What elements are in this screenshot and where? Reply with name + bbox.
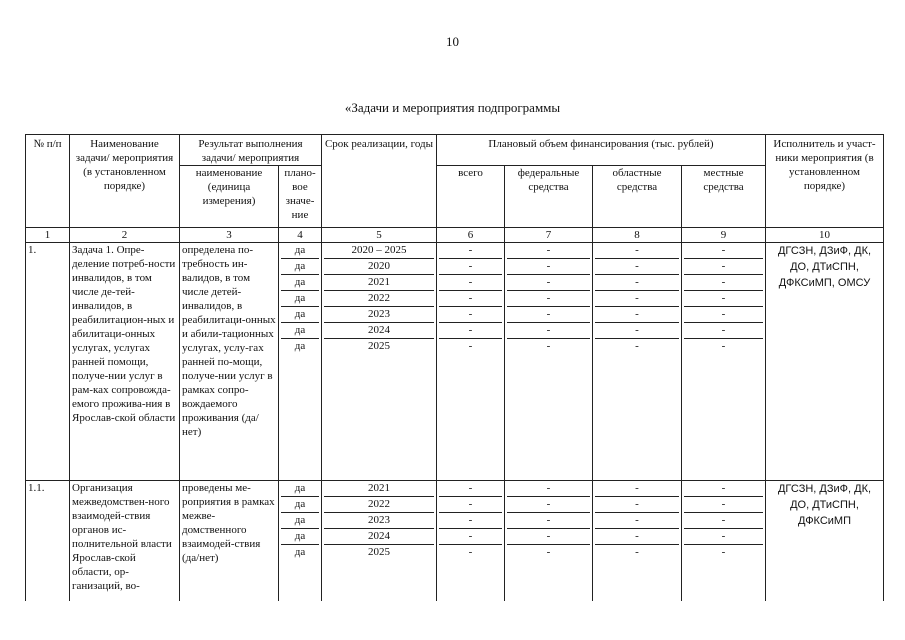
column-number-row bbox=[26, 228, 884, 243]
planned-value: да bbox=[281, 291, 319, 307]
planned-value: да bbox=[281, 513, 319, 529]
column-number: 4 bbox=[279, 228, 322, 243]
federal-value: - bbox=[546, 546, 551, 558]
planned-value: да bbox=[281, 243, 319, 259]
planned-value: да bbox=[281, 259, 319, 275]
period: 2021 bbox=[324, 275, 434, 291]
tasks-table bbox=[25, 134, 884, 601]
total-value: - bbox=[439, 259, 502, 275]
local-funds bbox=[682, 243, 766, 481]
header-total: всего bbox=[437, 166, 505, 228]
total-value: - bbox=[439, 481, 502, 497]
periods bbox=[322, 243, 437, 481]
regional-value: - bbox=[635, 340, 639, 352]
local-value: - bbox=[684, 513, 763, 529]
totals bbox=[437, 243, 505, 481]
planned-value: да bbox=[281, 481, 319, 497]
period: 2022 bbox=[324, 291, 434, 307]
header-number: № п/п bbox=[26, 135, 70, 228]
total-value: - bbox=[439, 529, 502, 545]
local-value: - bbox=[684, 481, 763, 497]
federal-value: - bbox=[507, 307, 590, 323]
local-value: - bbox=[684, 529, 763, 545]
federal-value: - bbox=[507, 323, 590, 339]
column-number: 8 bbox=[593, 228, 682, 243]
planned-values bbox=[279, 481, 322, 601]
regional-funds bbox=[593, 481, 682, 601]
column-number: 9 bbox=[682, 228, 766, 243]
federal-value: - bbox=[507, 243, 590, 259]
federal-value: - bbox=[507, 291, 590, 307]
total-value: - bbox=[468, 546, 473, 558]
periods bbox=[322, 481, 437, 601]
document-title: «Задачи и мероприятия подпрограммы bbox=[344, 100, 561, 115]
local-value: - bbox=[721, 546, 726, 558]
local-value: - bbox=[684, 307, 763, 323]
header-local: местные средства bbox=[682, 166, 766, 228]
federal-value: - bbox=[507, 275, 590, 291]
period: 2025 bbox=[368, 340, 390, 352]
local-value: - bbox=[684, 259, 763, 275]
header-row-1 bbox=[26, 135, 884, 166]
planned-value: да bbox=[281, 323, 319, 339]
regional-value: - bbox=[595, 323, 679, 339]
column-number: 2 bbox=[70, 228, 180, 243]
total-value: - bbox=[439, 307, 502, 323]
local-funds bbox=[682, 481, 766, 601]
page-number: 10 bbox=[446, 34, 459, 49]
local-value: - bbox=[684, 243, 763, 259]
federal-value: - bbox=[546, 340, 551, 352]
planned-value: да bbox=[281, 529, 319, 545]
header-federal: федеральные средства bbox=[505, 166, 593, 228]
table-row-task-1 bbox=[26, 243, 884, 481]
federal-value: - bbox=[507, 497, 590, 513]
local-value: - bbox=[684, 497, 763, 513]
executors: ДГСЗН, ДЗиФ, ДК, ДО, ДТиСПН, ДФКСиМП, ОМСУ bbox=[766, 243, 884, 481]
period: 2023 bbox=[324, 513, 434, 529]
regional-value: - bbox=[595, 307, 679, 323]
result-name: проведены ме-роприятия в рамках межве-домственного взаимодей-ствия (да/нет) bbox=[180, 481, 279, 601]
planned-value: да bbox=[281, 497, 319, 513]
period: 2023 bbox=[324, 307, 434, 323]
planned-value: да bbox=[281, 307, 319, 323]
regional-value: - bbox=[595, 497, 679, 513]
header-period: Срок реализации, годы bbox=[322, 135, 437, 228]
header-executors: Исполнитель и участ-ники мероприятия (в установленном порядке) bbox=[766, 135, 884, 228]
regional-value: - bbox=[595, 291, 679, 307]
period: 2020 bbox=[324, 259, 434, 275]
header-finance-group: Плановый объем финансирования (тыс. рублей) bbox=[437, 135, 766, 166]
column-number: 1 bbox=[26, 228, 70, 243]
regional-value: - bbox=[595, 513, 679, 529]
federal-value: - bbox=[507, 513, 590, 529]
task-name: Организация межведомствен-ного взаимодей-ствия органов ис-полнительной власти Ярослав-ской области, ор-ганизаций, во- bbox=[70, 481, 180, 601]
total-value: - bbox=[439, 275, 502, 291]
period: 2020 – 2025 bbox=[324, 243, 434, 259]
regional-funds bbox=[593, 243, 682, 481]
task-name: Задача 1. Опре-деление потреб-ности инвалидов, в том числе де-тей-инвалидов, в реабилитацион-ных и абилитаци-онных услугах, услугах ранней помощи, получе-нии услуг в рам-ках сопровожда-емого прожива-ния в Ярослав-ской области bbox=[70, 243, 180, 481]
total-value: - bbox=[468, 340, 473, 352]
column-number: 10 bbox=[766, 228, 884, 243]
executors: ДГСЗН, ДЗиФ, ДК, ДО, ДТиСПН, ДФКСиМП bbox=[766, 481, 884, 601]
column-number: 3 bbox=[180, 228, 279, 243]
header-result-group: Результат выполнения задачи/ мероприятия bbox=[180, 135, 322, 166]
local-value: - bbox=[684, 323, 763, 339]
period: 2025 bbox=[368, 546, 390, 558]
local-value: - bbox=[721, 340, 726, 352]
planned-value: да bbox=[281, 275, 319, 291]
federal-funds bbox=[505, 243, 593, 481]
planned-values bbox=[279, 243, 322, 481]
period: 2022 bbox=[324, 497, 434, 513]
regional-value: - bbox=[595, 275, 679, 291]
regional-value: - bbox=[635, 546, 639, 558]
period: 2024 bbox=[324, 323, 434, 339]
regional-value: - bbox=[595, 243, 679, 259]
period: 2021 bbox=[324, 481, 434, 497]
column-number: 5 bbox=[322, 228, 437, 243]
federal-value: - bbox=[507, 481, 590, 497]
federal-funds bbox=[505, 481, 593, 601]
federal-value: - bbox=[507, 259, 590, 275]
column-number: 6 bbox=[437, 228, 505, 243]
totals bbox=[437, 481, 505, 601]
header-planned-value: плано-вое значе-ние bbox=[279, 166, 322, 228]
local-value: - bbox=[684, 291, 763, 307]
regional-value: - bbox=[595, 529, 679, 545]
local-value: - bbox=[684, 275, 763, 291]
regional-value: - bbox=[595, 259, 679, 275]
row-number: 1. bbox=[26, 243, 70, 481]
header-result-name: наименование (единица измерения) bbox=[180, 166, 279, 228]
table-row-activity-1-1 bbox=[26, 481, 884, 601]
total-value: - bbox=[439, 243, 502, 259]
total-value: - bbox=[439, 497, 502, 513]
total-value: - bbox=[439, 513, 502, 529]
planned-value: да bbox=[294, 546, 306, 558]
header-task-name: Наименование задачи/ мероприятия (в установленном порядке) bbox=[70, 135, 180, 228]
column-number: 7 bbox=[505, 228, 593, 243]
total-value: - bbox=[439, 323, 502, 339]
result-name: определена по-требность ин-валидов, в том числе детей-инвалидов, в реабилитаци-онных и абили-тационных услугах, услу-гах ранней по-мощи, получе-нии услуг в рамках сопро-вождаемого проживания (да/нет) bbox=[180, 243, 279, 481]
header-regional: областные средства bbox=[593, 166, 682, 228]
total-value: - bbox=[439, 291, 502, 307]
regional-value: - bbox=[595, 481, 679, 497]
planned-value: да bbox=[294, 340, 306, 352]
federal-value: - bbox=[507, 529, 590, 545]
period: 2024 bbox=[324, 529, 434, 545]
row-number: 1.1. bbox=[26, 481, 70, 601]
